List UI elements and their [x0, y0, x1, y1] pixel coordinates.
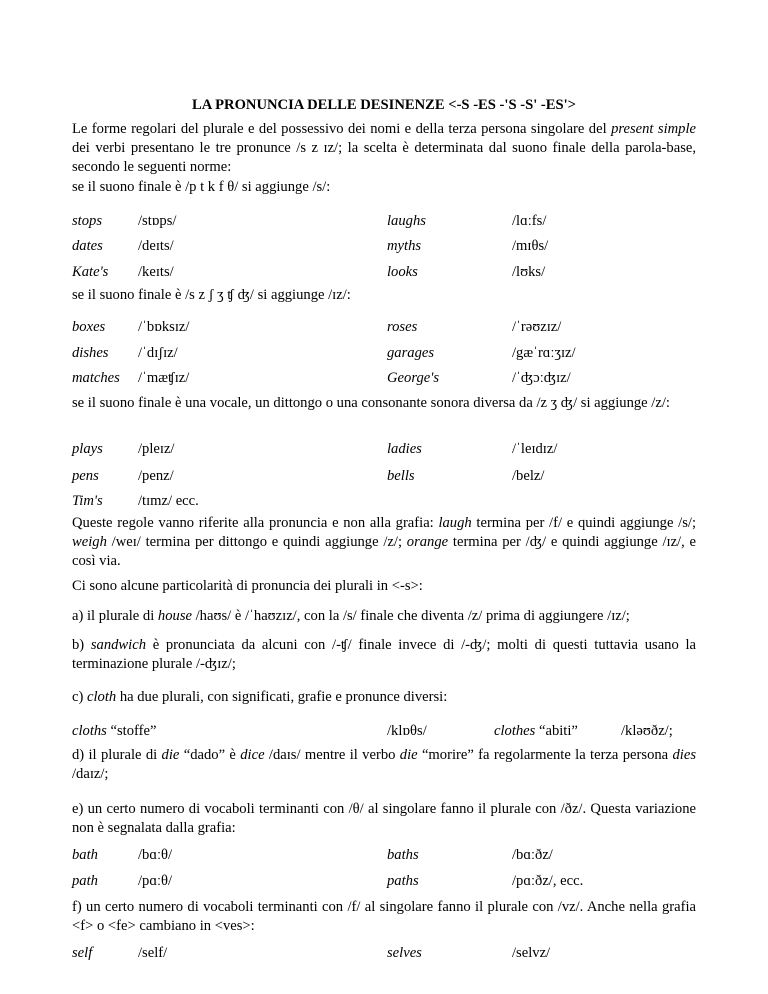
- paragraph-text: Queste regole vanno riferite alla pronuncia e non alla grafia:: [72, 515, 439, 531]
- word-gloss: [494, 722, 578, 741]
- word: Tim's: [72, 493, 103, 509]
- word: Kate's: [72, 264, 109, 280]
- word: cloths: [72, 723, 107, 739]
- phonetic: /kləʊðz/;: [621, 723, 673, 739]
- word: laughs: [387, 213, 426, 229]
- particularities-intro: Ci sono alcune particolarità di pronuncia dei plurali in <-s>:: [72, 578, 423, 594]
- paragraph-text: /weɪ/ termina per dittongo e quindi aggiunge /z/;: [106, 534, 407, 550]
- word: stops: [72, 213, 103, 229]
- spelling-paragraph: [72, 514, 696, 571]
- phonetic: /ˈrəʊzɪz/: [512, 319, 562, 335]
- word: baths: [387, 847, 419, 863]
- example-word: sandwich: [90, 637, 146, 653]
- table-row: [72, 318, 696, 337]
- phonetic: /mɪθs/: [512, 238, 549, 254]
- item-d: [72, 746, 696, 784]
- paragraph-text: termina per /f/ e quindi aggiunge /s/;: [471, 515, 697, 531]
- table-row: [72, 212, 696, 231]
- phonetic: /self/: [138, 945, 168, 961]
- paragraph-text: termina per /ʤ/ e quindi aggiunge /ɪz/, e così via.: [72, 534, 696, 569]
- rule-1: se il suono finale è /p t k f θ/ si aggiunge /s/:: [72, 179, 331, 195]
- phonetic: /lʊks/: [512, 264, 546, 280]
- phonetic: /bɑːθ/: [138, 847, 173, 863]
- intro-text: Le forme regolari del plurale e del possessivo dei nomi e della terza persona singolare del: [72, 121, 612, 137]
- phonetic: /ˈʤɔːʤɪz/: [512, 370, 571, 386]
- word: George's: [387, 370, 440, 386]
- item-a: [72, 607, 696, 626]
- phonetic: /ˈmæʧɪz/: [138, 370, 190, 386]
- phonetic: /selvz/: [512, 945, 551, 961]
- word: path: [72, 873, 98, 889]
- item-b: [72, 636, 696, 674]
- item-text: è pronunciata da alcuni con /-ʧ/ finale invece di /-ʤ/; molti di questi tuttavia usano la terminazione plurale /-ʤɪz/;: [72, 637, 697, 672]
- item-text: b): [72, 637, 91, 653]
- intro-term: present simple: [611, 121, 696, 137]
- example-word: die: [161, 747, 180, 763]
- intro-paragraph: [72, 120, 696, 177]
- word-gloss: [72, 722, 156, 741]
- phonetic: /bɑːðz/: [512, 847, 553, 863]
- phonetic: /ˈbɒksɪz/: [138, 319, 190, 335]
- table-row: [72, 872, 696, 891]
- word: self: [72, 945, 93, 961]
- phonetic: /ˈleɪdɪz/: [512, 441, 558, 457]
- example-word: weigh: [72, 534, 107, 550]
- word: pens: [72, 468, 99, 484]
- word: clothes: [494, 723, 536, 739]
- table-row: [72, 944, 696, 963]
- page-title: LA PRONUNCIA DELLE DESINENZE <-S -ES -'S -S' -ES'>: [192, 97, 576, 113]
- example-word: laugh: [438, 515, 472, 531]
- phonetic: /pɑːðz/, ecc.: [512, 873, 584, 889]
- intro-text-end: dei verbi presentano le tre pronunce /s z ɪz/; la scelta è determinata dal suono finale della parola-base, secondo le seguenti norme:: [72, 140, 696, 175]
- phonetic: /pleɪz/: [138, 441, 175, 457]
- item-text: /haʊs/ è /ˈhaʊzɪz/, con la /s/ finale che diventa /z/ prima di aggiungere /ɪz/;: [191, 608, 630, 624]
- phonetic: /pɑːθ/: [138, 873, 173, 889]
- phonetic: /ˈdɪʃɪz/: [138, 345, 178, 361]
- cloth-row: [72, 722, 696, 741]
- item-text: a) il plurale di: [72, 608, 158, 624]
- item-text: “morire” fa regolarmente la terza persona: [417, 747, 673, 763]
- table-row: [72, 263, 696, 282]
- word: selves: [387, 945, 422, 961]
- item-text: d) il plurale di: [72, 747, 162, 763]
- phonetic: /lɑːfs/: [512, 213, 547, 229]
- phonetic: /stɒps/: [138, 213, 177, 229]
- phonetic: /keɪts/: [138, 264, 174, 280]
- example-word: die: [399, 747, 418, 763]
- phonetic: /gæˈrɑːʒɪz/: [512, 345, 576, 361]
- word: matches: [72, 370, 120, 386]
- table-row: [72, 440, 696, 459]
- word: paths: [387, 873, 419, 889]
- table-row: [72, 846, 696, 865]
- table-row: [72, 369, 696, 388]
- example-word: cloth: [87, 689, 117, 705]
- example-word: dies: [672, 747, 696, 763]
- example-word: dice: [240, 747, 265, 763]
- item-f: f) un certo numero di vocaboli terminanti con /f/ al singolare fanno il plurale con /vz/. Anche nella grafia <f> o <fe> cambiano in <ves>:: [72, 899, 696, 934]
- word: ladies: [387, 441, 422, 457]
- word: boxes: [72, 319, 106, 335]
- word: plays: [72, 441, 103, 457]
- rule-3: se il suono finale è una vocale, un dittongo o una consonante sonora diversa da /z ʒ ʤ/ si aggiunge /z/:: [72, 395, 670, 411]
- phonetic: /deɪts/: [138, 238, 174, 254]
- word: garages: [387, 345, 435, 361]
- phonetic: /penz/: [138, 468, 174, 484]
- word: bath: [72, 847, 98, 863]
- item-e: e) un certo numero di vocaboli terminanti con /θ/ al singolare fanno il plurale con /ðz/. Questa variazione non è segnalata dalla grafia:: [72, 801, 696, 836]
- word: dishes: [72, 345, 109, 361]
- word: dates: [72, 238, 103, 254]
- example-word: orange: [406, 534, 449, 550]
- word: myths: [387, 238, 422, 254]
- table-row: [72, 492, 696, 511]
- table-row: [72, 344, 696, 363]
- word: roses: [387, 319, 418, 335]
- item-c: [72, 688, 696, 707]
- rule-2: se il suono finale è /s z ʃ ʒ ʧ ʤ/ si aggiunge /ɪz/:: [72, 287, 351, 303]
- phonetic: /belz/: [512, 468, 545, 484]
- item-text: ha due plurali, con significati, grafie e pronunce diversi:: [116, 689, 448, 705]
- phonetic: /klɒθs/: [387, 723, 427, 739]
- item-text: /daɪz/;: [72, 766, 109, 782]
- example-word: house: [157, 608, 192, 624]
- item-text: c): [72, 689, 87, 705]
- table-row: [72, 237, 696, 256]
- table-row: [72, 467, 696, 486]
- word: looks: [387, 264, 418, 280]
- gloss: “abiti”: [535, 723, 578, 739]
- word: bells: [387, 468, 415, 484]
- item-text: /daɪs/ mentre il verbo: [264, 747, 400, 763]
- phonetic: /tɪmz/ ecc.: [138, 493, 199, 509]
- item-text: “dado” è: [179, 747, 241, 763]
- gloss: “stoffe”: [106, 723, 157, 739]
